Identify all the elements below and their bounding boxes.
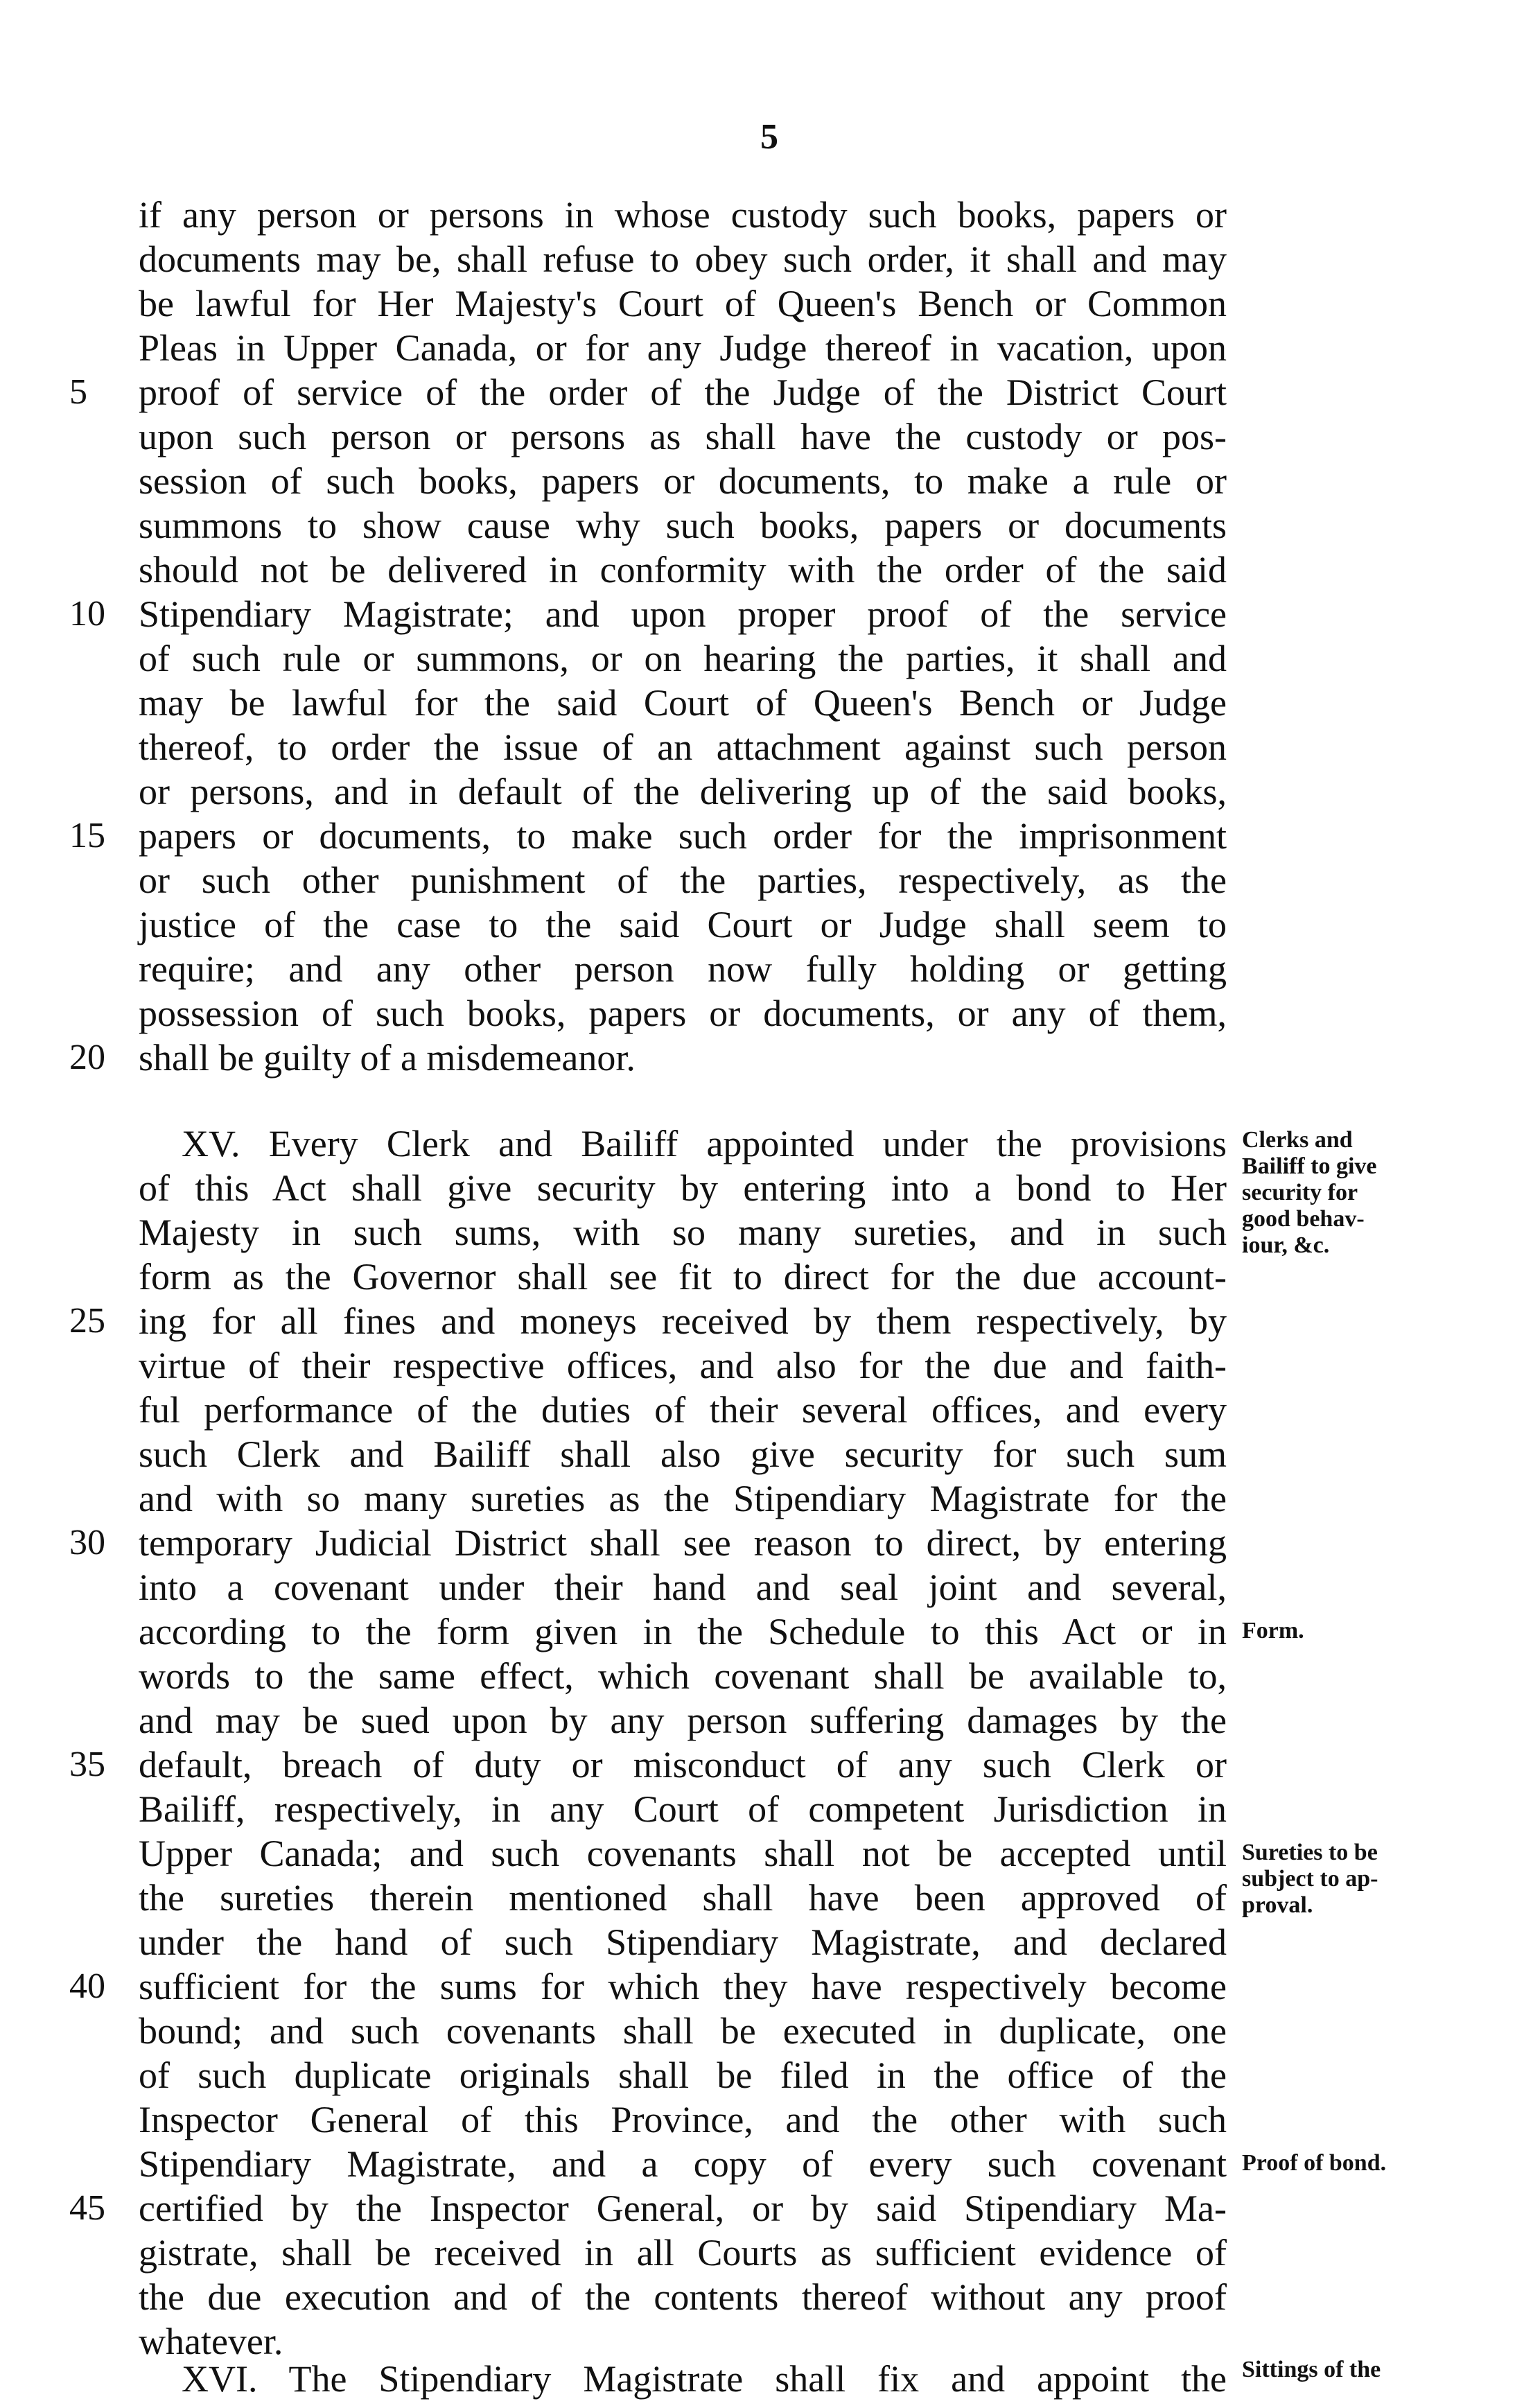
text-line: or persons, and in default of the delivering up of the said books, <box>139 771 1227 812</box>
text-line: words to the same effect, which covenant shall be available to, <box>139 1655 1227 1697</box>
text-line: Majesty in such sums, with so many sureties, and in such <box>139 1212 1227 1253</box>
line-number: 45 <box>69 2188 105 2228</box>
text-line: under the hand of such Stipendiary Magistrate, and declared <box>139 1921 1227 1963</box>
text-line: may be lawful for the said Court of Queen's Bench or Judge <box>139 682 1227 724</box>
margin-note: iour, &c. <box>1242 1232 1330 1258</box>
text-line: of such duplicate originals shall be filed in the office of the <box>139 2054 1227 2096</box>
text-line: such Clerk and Bailiff shall also give security for such sum <box>139 1433 1227 1475</box>
text-line: gistrate, shall be received in all Courts as sufficient evidence of <box>139 2232 1227 2274</box>
line-number: 10 <box>69 594 105 634</box>
text-line: be lawful for Her Majesty's Court of Queen's Bench or Common <box>139 283 1227 324</box>
text-line: ing for all fines and moneys received by them respectively, by <box>139 1300 1227 1342</box>
margin-note: Bailiff to give <box>1242 1153 1377 1179</box>
text-line: Inspector General of this Province, and the other with such <box>139 2099 1227 2140</box>
text-line: virtue of their respective offices, and also for the due and faith- <box>139 1345 1227 1386</box>
text-line: XV. Every Clerk and Bailiff appointed under the provisions <box>182 1123 1227 1164</box>
line-number: 5 <box>69 372 87 412</box>
text-line: require; and any other person now fully holding or getting <box>139 948 1227 990</box>
text-line: or such other punishment of the parties, respectively, as the <box>139 860 1227 901</box>
text-line: session of such books, papers or documents, to make a rule or <box>139 460 1227 502</box>
text-line: XVI. The Stipendiary Magistrate shall fix and appoint the <box>182 2358 1227 2400</box>
text-line: of this Act shall give security by entering into a bond to Her <box>139 1167 1227 1209</box>
text-line: and may be sued upon by any person suffering damages by the <box>139 1700 1227 1741</box>
margin-note: good behav- <box>1242 1206 1365 1232</box>
text-line: if any person or persons in whose custody such books, papers or <box>139 194 1227 236</box>
margin-note: security for <box>1242 1180 1358 1205</box>
line-number: 35 <box>69 1745 105 1784</box>
text-line: upon such person or persons as shall have the custody or pos- <box>139 416 1227 457</box>
margin-note: Sittings of the <box>1242 2357 1381 2382</box>
text-line: into a covenant under their hand and seal joint and several, <box>139 1567 1227 1608</box>
text-line: certified by the Inspector General, or by said Stipendiary Ma- <box>139 2188 1227 2229</box>
margin-note: proval. <box>1242 1892 1313 1918</box>
margin-note: Proof of bond. <box>1242 2150 1387 2176</box>
text-line: thereof, to order the issue of an attachment against such person <box>139 726 1227 768</box>
text-line: whatever. <box>139 2321 283 2362</box>
text-line: Stipendiary Magistrate, and a copy of every such covenant <box>139 2143 1227 2185</box>
text-line: documents may be, shall refuse to obey such order, it shall and may <box>139 238 1227 280</box>
text-line: bound; and such covenants shall be executed in duplicate, one <box>139 2010 1227 2052</box>
text-line: possession of such books, papers or documents, or any of them, <box>139 993 1227 1034</box>
line-number: 15 <box>69 816 105 855</box>
text-line: temporary Judicial District shall see reason to direct, by entering <box>139 1522 1227 1564</box>
text-line: shall be guilty of a misdemeanor. <box>139 1037 636 1079</box>
text-line: proof of service of the order of the Judge of the District Court <box>139 372 1227 413</box>
line-number: 20 <box>69 1038 105 1077</box>
margin-note: Sureties to be <box>1242 1840 1378 1865</box>
text-line: justice of the case to the said Court or Judge shall seem to <box>139 904 1227 945</box>
margin-note: subject to ap- <box>1242 1866 1378 1892</box>
text-line: sufficient for the sums for which they have respectively become <box>139 1966 1227 2007</box>
margin-note: Form. <box>1242 1618 1304 1643</box>
page-number: 5 <box>760 117 778 157</box>
text-line: the due execution and of the contents thereof without any proof <box>139 2276 1227 2318</box>
text-line: according to the form given in the Schedule to this Act or in <box>139 1611 1227 1652</box>
text-line: the sureties therein mentioned shall have been approved of <box>139 1877 1227 1919</box>
text-line: of such rule or summons, or on hearing the parties, it shall and <box>139 638 1227 679</box>
text-line: Bailiff, respectively, in any Court of competent Jurisdiction in <box>139 1788 1227 1830</box>
text-line: Pleas in Upper Canada, or for any Judge thereof in vacation, upon <box>139 327 1227 369</box>
text-line: should not be delivered in conformity with the order of the said <box>139 549 1227 591</box>
text-line: and with so many sureties as the Stipendiary Magistrate for the <box>139 1478 1227 1519</box>
line-number: 40 <box>69 1966 105 2006</box>
text-line: default, breach of duty or misconduct of any such Clerk or <box>139 1744 1227 1786</box>
text-line: papers or documents, to make such order for the imprisonment <box>139 815 1227 857</box>
text-line: ful performance of the duties of their several offices, and every <box>139 1389 1227 1431</box>
text-line: Upper Canada; and such covenants shall not be accepted until <box>139 1833 1227 1874</box>
line-number: 30 <box>69 1523 105 1562</box>
line-number: 25 <box>69 1301 105 1341</box>
text-line: summons to show cause why such books, papers or documents <box>139 505 1227 546</box>
margin-note: Clerks and <box>1242 1127 1353 1153</box>
text-line: form as the Governor shall see fit to direct for the due account- <box>139 1256 1227 1298</box>
text-line: Stipendiary Magistrate; and upon proper proof of the service <box>139 593 1227 635</box>
